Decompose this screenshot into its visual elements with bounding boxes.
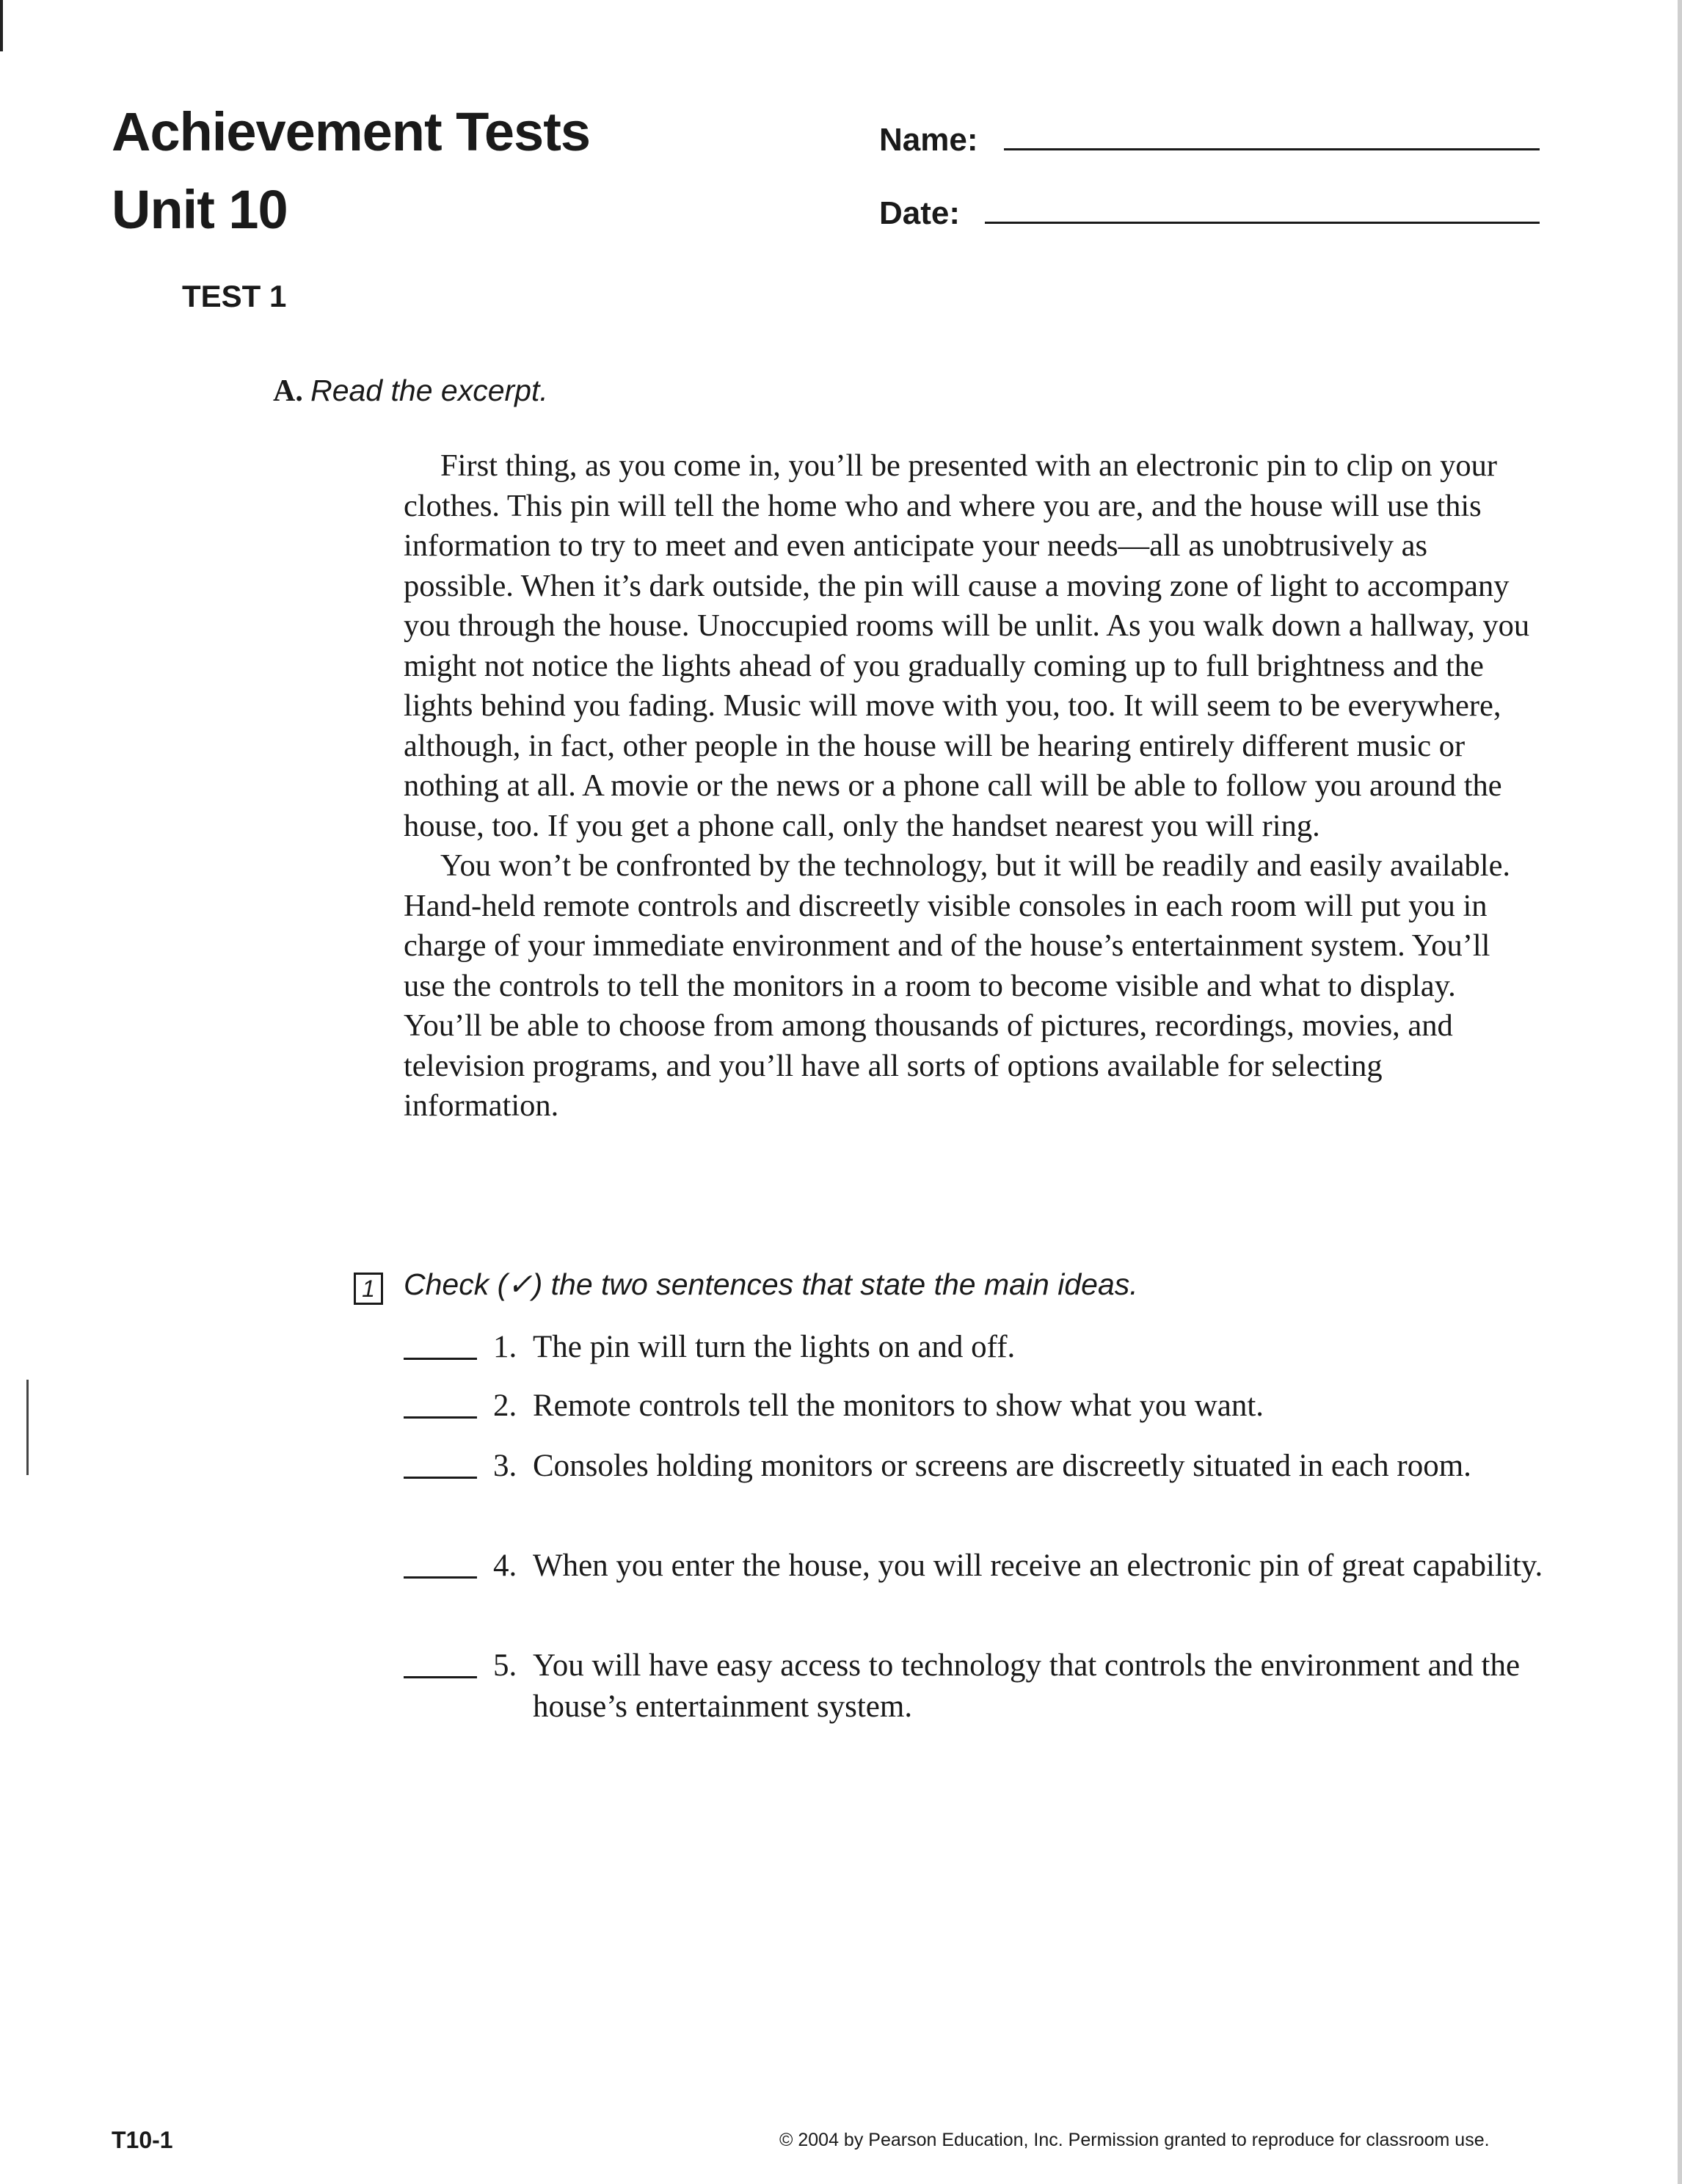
answer-blank[interactable] (404, 1676, 477, 1678)
test-label: TEST 1 (182, 279, 287, 313)
item-number: 1. (493, 1330, 517, 1364)
item-text: When you enter the house, you will receive an electronic pin of great capability. (533, 1548, 1543, 1583)
answer-blank[interactable] (404, 1477, 477, 1479)
page-edge-shadow (1678, 0, 1682, 2184)
item-text: The pin will turn the lights on and off. (533, 1330, 1016, 1364)
item-number: 4. (493, 1548, 517, 1583)
scan-edge-mark (26, 1380, 29, 1475)
question-number-box: 1 (354, 1273, 383, 1305)
section-a-heading (273, 373, 548, 409)
section-instruction: Read the excerpt. (310, 374, 548, 407)
section-letter: A. (273, 374, 303, 408)
excerpt-paragraph: You won’t be confronted by the technology, but it will be readily and easily available. Hand-held remote controls and discreetly visible consoles in each room will put you in charge of your immediate environment and of the house’s entertainment system. You’ll use the controls to tell the monitors in a room to become visible and what to display. You’ll be able to choose from among thousands of pictures, recordings, movies, and television programs, and you’ll have all sorts of options available for selecting information. (404, 848, 1511, 1123)
item-number: 3. (493, 1449, 517, 1483)
copyright-notice: © 2004 by Pearson Education, Inc. Permission granted to reproduce for classroom use. (779, 2130, 1490, 2150)
answer-blank[interactable] (404, 1576, 477, 1579)
date-label: Date: (879, 195, 961, 231)
scan-edge-mark (0, 0, 3, 51)
item-number: 2. (493, 1388, 517, 1423)
excerpt-paragraph: First thing, as you come in, you’ll be presented with an electronic pin to clip on your clothes. This pin will tell the home who and where you are, and the house will use this information to try to meet and even anticipate your needs—all as unobtrusively as possible. When it’s dark outside, the pin will cause a moving zone of light to accompany you through the house. Unoccupied rooms will be unlit. As you walk down a hallway, you might not notice the lights ahead of you gradually coming up to full brightness and the lights behind you fading. Music will move with you, too. It will seem to be everywhere, although, in fact, other people in the house will be hearing entirely different music or nothing at all. A movie or the news or a phone call will be able to follow you around the house, too. If you get a phone call, only the handset nearest you will ring. (404, 448, 1530, 843)
page-title: Achievement Tests (112, 101, 590, 162)
item-number: 5. (493, 1648, 517, 1683)
name-label: Name: (879, 122, 978, 158)
item-text: Consoles holding monitors or screens are discreetly situated in each room. (533, 1449, 1471, 1483)
item-text: You will have easy access to technology that controls the environment and the house’s entertainment system. (533, 1648, 1521, 1724)
name-field[interactable] (1004, 148, 1540, 150)
answer-blank[interactable] (404, 1416, 477, 1419)
unit-subtitle: Unit 10 (112, 179, 288, 240)
page-code: T10-1 (112, 2127, 173, 2153)
reading-excerpt (404, 446, 1537, 1126)
date-field[interactable] (985, 222, 1540, 224)
item-text: Remote controls tell the monitors to show what you want. (533, 1388, 1264, 1423)
answer-blank[interactable] (404, 1358, 477, 1360)
question-instruction: Check (✓) the two sentences that state the main ideas. (404, 1267, 1138, 1301)
